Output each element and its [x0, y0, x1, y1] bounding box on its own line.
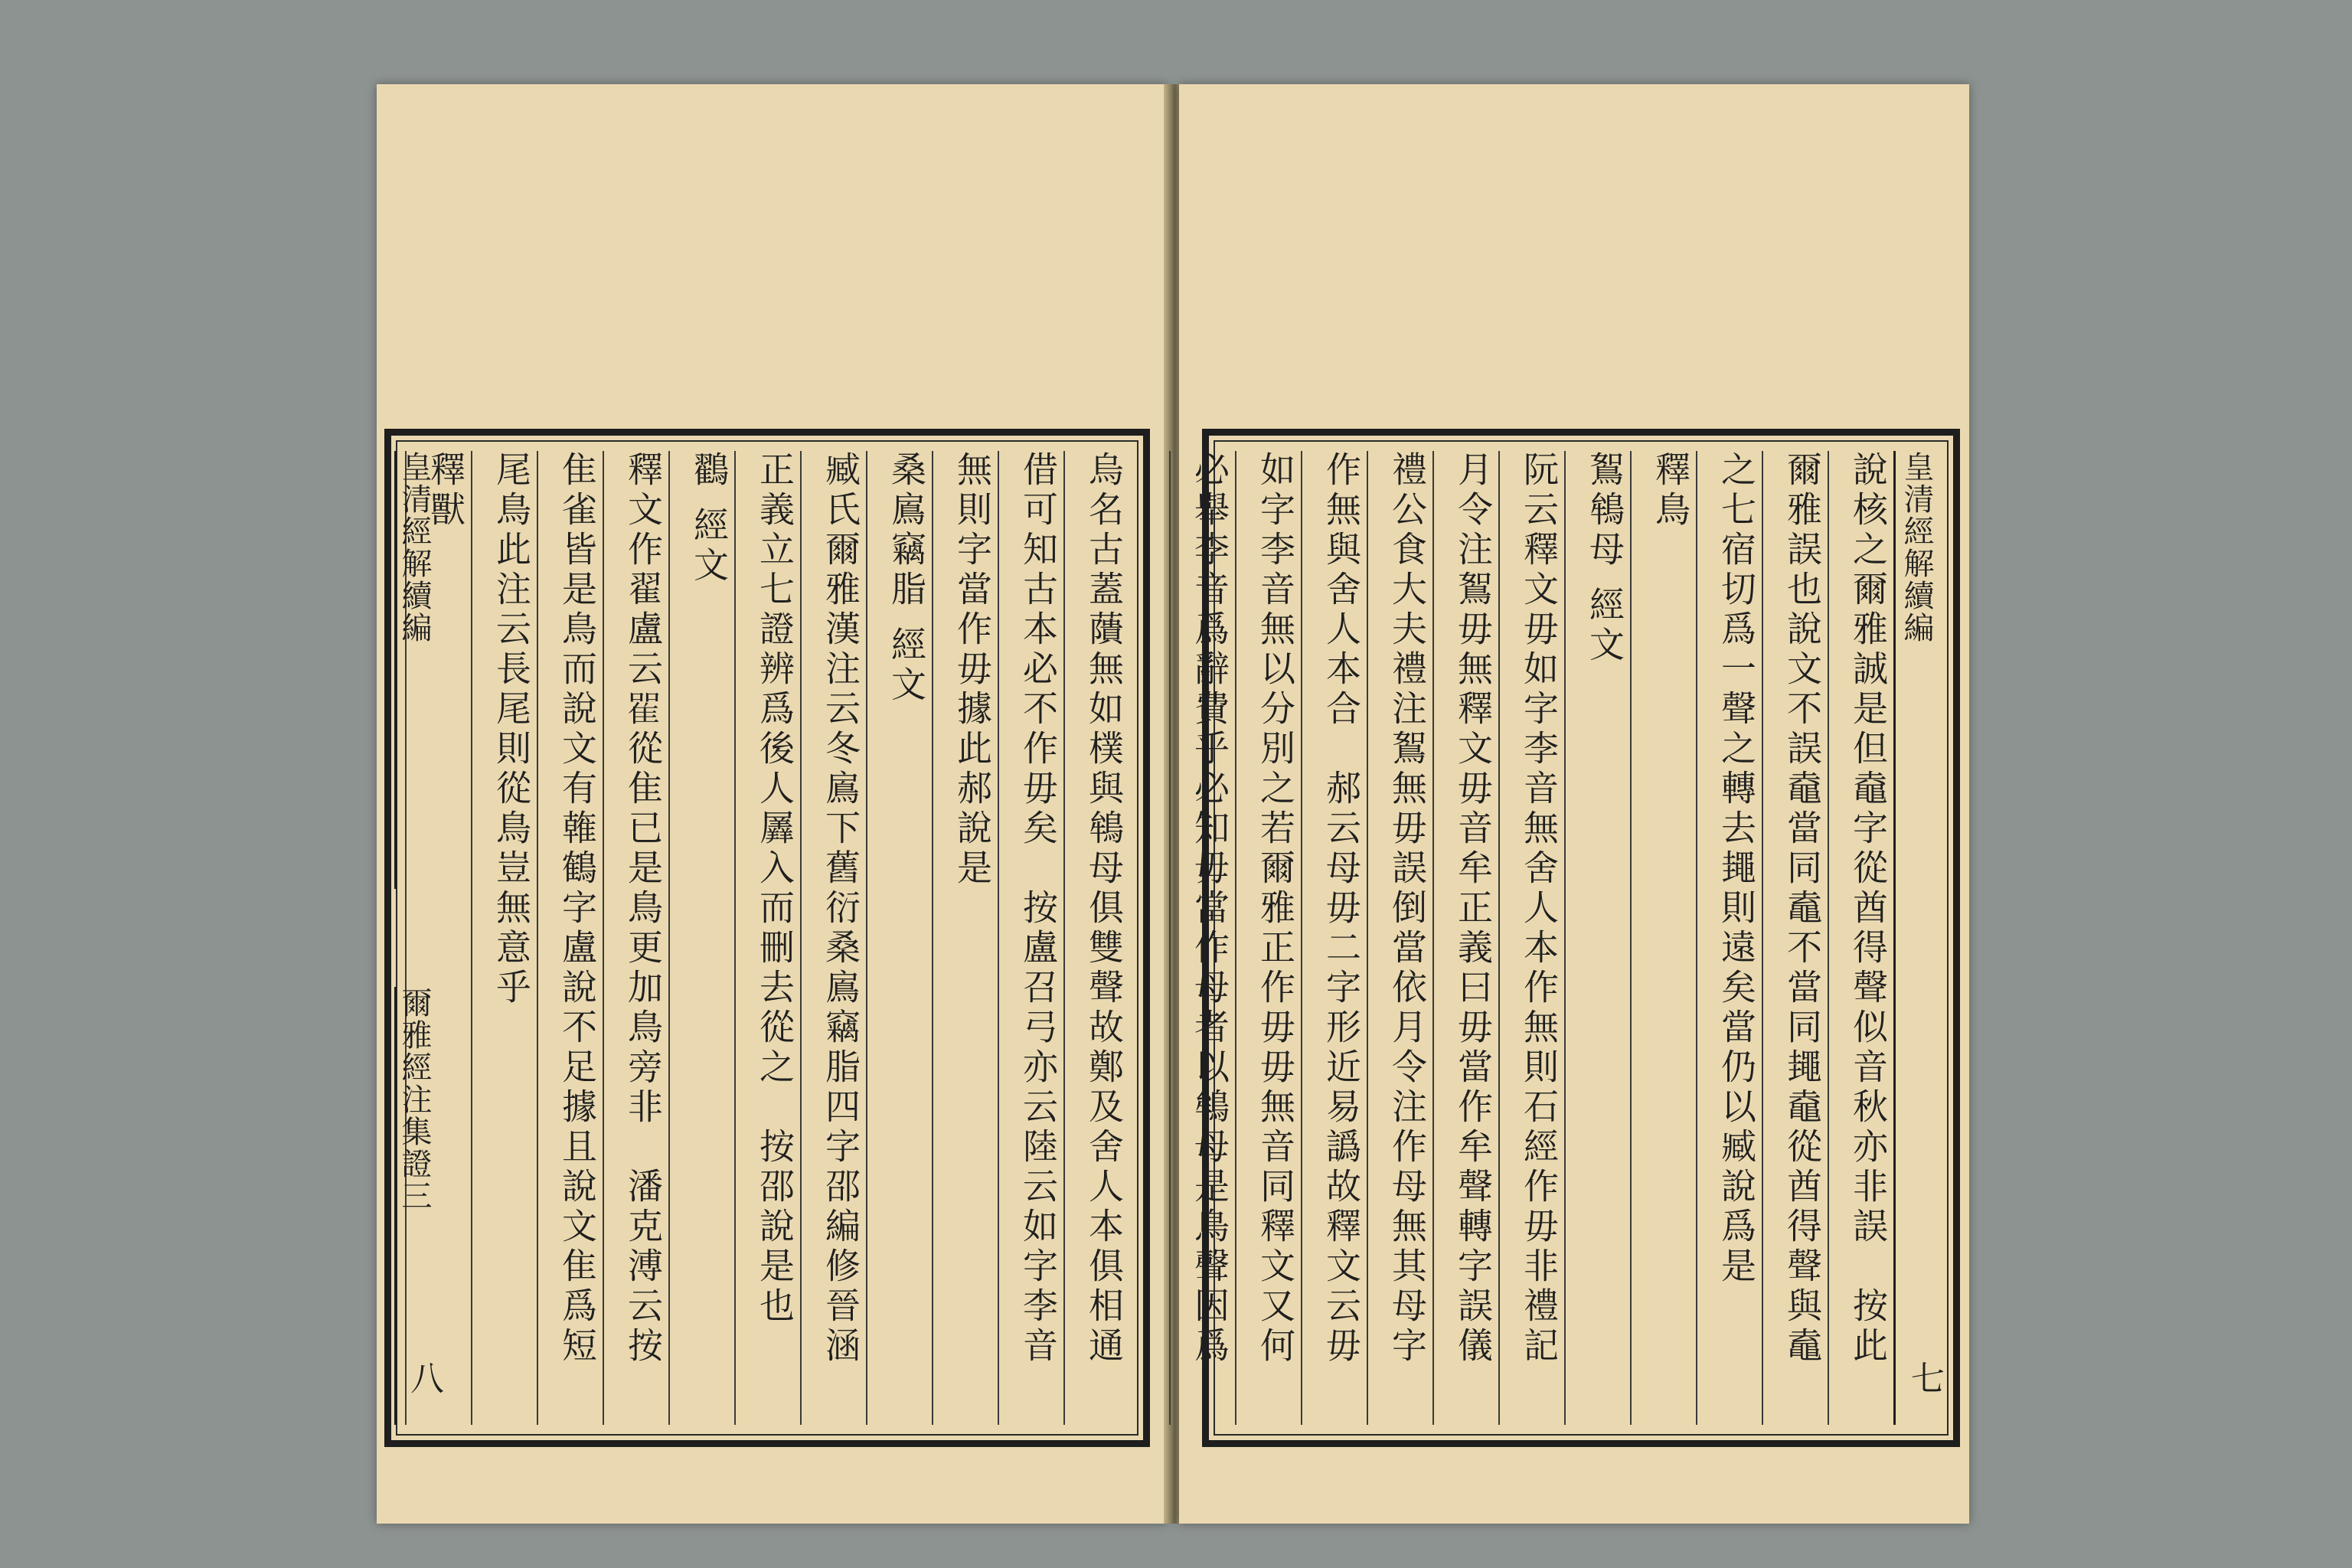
left-page	[377, 84, 1167, 1524]
text-column: 尾鳥此注云長尾則從鳥豈無意乎	[471, 451, 537, 1425]
left-text-frame	[384, 429, 1150, 1447]
text-column: 借可知古本必不作毋矣 按盧召弓亦云陸云如字李音	[998, 451, 1063, 1425]
text-column: 爾雅誤也說文不誤鼀當同鼁不當同䵷鼀從酋得聲與鼁	[1762, 451, 1828, 1425]
text-column: 禮公食大夫禮注鴽無毋誤倒當依月令注作母無其母字	[1367, 451, 1432, 1425]
text-column: 阮云釋文毋如字李音無舍人本作無則石經作毋非禮記	[1498, 451, 1564, 1425]
text-column: 鸐 經文	[668, 451, 734, 1425]
text-column: 月令注鴽毋無釋文毋音牟正義曰毋當作牟聲轉字誤儀	[1432, 451, 1498, 1425]
page-number: 八	[404, 1361, 443, 1394]
text-column: 正義立七證辨爲後人羼入而刪去從之 按邵說是也	[734, 451, 800, 1425]
text-column: 如字李音無以分別之若爾雅正作毋毋無音同釋文又何	[1235, 451, 1301, 1425]
text-column: 隹雀皆是鳥而說文有雗鶴字盧說不足據且說文隹爲短	[537, 451, 603, 1425]
text-column: 釋獸	[405, 451, 471, 1425]
text-column: 釋鳥	[1630, 451, 1696, 1425]
text-column: 鴽鴾母 經文	[1564, 451, 1630, 1425]
right-text-frame	[1189, 429, 1960, 1447]
right-margin-label: 皇清經解續編	[1893, 451, 1939, 1425]
text-column: 釋文作翟盧云𨾴從隹已是鳥更加鳥旁非 潘克溥云按	[603, 451, 668, 1425]
text-column: 烏名古蓋藬無如樸與鴾母俱雙聲故鄭及舍人本俱相通	[1063, 451, 1129, 1425]
left-margin-section: 爾雅經注集證三	[394, 987, 437, 1425]
text-column: 桑鳸竊脂 經文	[866, 451, 932, 1425]
text-column: 必舉李音爲辭費乎必知毋當作母者以鴾母是鳥聲因爲	[1169, 451, 1235, 1425]
text-column: 之七宿切爲一聲之轉去䵷則遠矣當仍以臧說爲是	[1696, 451, 1762, 1425]
text-column: 說核之爾雅誠是但鼀字從酋得聲似音秋亦非誤 按此	[1828, 451, 1893, 1425]
left-margin-label: 皇清經解續編	[394, 451, 437, 889]
right-page	[1179, 84, 1969, 1524]
text-column: 臧氏爾雅漢注云冬鳸下舊衍桑鳸竊脂四字邵編修晉涵	[800, 451, 866, 1425]
page-number: 七	[1905, 1361, 1944, 1394]
text-column: 作無與舍人本合 郝云母毋二字形近易譌故釋文云毋	[1301, 451, 1367, 1425]
text-column: 無則字當作毋據此郝說是	[932, 451, 998, 1425]
